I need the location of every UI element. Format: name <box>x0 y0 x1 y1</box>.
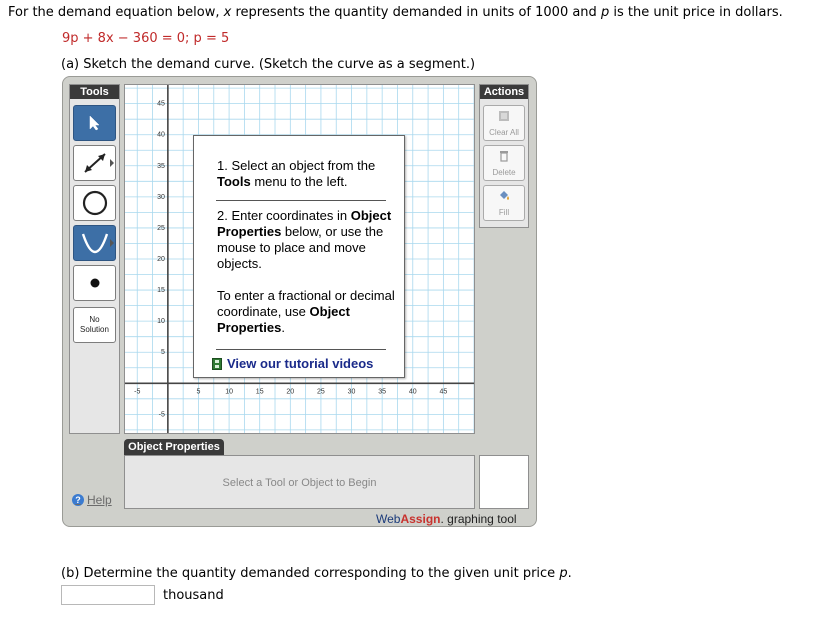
instructions-panel <box>193 135 405 378</box>
y-tick-label: 10 <box>157 318 165 326</box>
y-tick-label: 15 <box>157 287 165 295</box>
step3-text-b: . <box>281 320 285 335</box>
pointer-tool-button[interactable] <box>73 105 116 141</box>
tool-submenu-arrow[interactable] <box>110 159 114 167</box>
y-tick-label: -5 <box>158 411 165 419</box>
tutorial-link-label[interactable]: View our tutorial videos <box>227 356 374 371</box>
y-tick-label: 20 <box>157 256 165 263</box>
var-p: p <box>600 5 610 20</box>
brand-web: Web <box>376 512 401 526</box>
intro-text-b: represents the quantity demanded in units of 1000 and <box>231 5 601 20</box>
y-tick-label: 25 <box>157 224 165 232</box>
object-properties-header: Object Properties <box>124 439 224 455</box>
circle-icon <box>81 189 109 217</box>
help-icon: ? <box>72 494 84 506</box>
parabola-tool-button[interactable] <box>73 225 116 261</box>
actions-panel <box>479 84 529 228</box>
tutorial-videos-link[interactable] <box>212 356 373 372</box>
object-properties-panel[interactable] <box>124 455 475 509</box>
no-solution-line1: No <box>89 315 100 324</box>
x-tick-label: 35 <box>378 388 387 396</box>
x-tick-label: -5 <box>134 388 141 396</box>
step2-text-b: below, or use the mouse to place and move objects. <box>217 224 384 271</box>
part-b-var: p <box>559 566 568 581</box>
actions-header: Actions <box>480 85 528 99</box>
x-tick-label: 45 <box>439 388 448 396</box>
delete-label: Delete <box>492 168 516 177</box>
fill-label: Fill <box>498 208 510 217</box>
tools-panel <box>69 84 120 434</box>
line-tool-button[interactable] <box>73 145 116 181</box>
color-swatch-panel[interactable] <box>479 455 529 509</box>
step1-text-b: menu to the left. <box>250 174 348 189</box>
part-b-text: (b) Determine the quantity demanded corresponding to the given unit price <box>61 566 560 581</box>
no-solution-button[interactable] <box>73 307 116 343</box>
x-tick-label: 40 <box>408 388 417 396</box>
quantity-answer-input[interactable] <box>61 585 155 605</box>
divider <box>216 200 386 201</box>
film-icon <box>212 358 222 370</box>
x-tick-label: 25 <box>317 388 325 396</box>
y-tick-label: 5 <box>160 349 165 357</box>
object-properties-hint: Select a Tool or Object to Begin <box>222 477 377 489</box>
trash-icon <box>499 150 509 162</box>
no-solution-line2: Solution <box>80 325 109 334</box>
x-tick-label: 20 <box>286 388 295 396</box>
instruction-step-3 <box>217 288 397 336</box>
y-tick-label: 45 <box>157 100 165 108</box>
intro-text-a: For the demand equation below, <box>8 5 224 20</box>
fill-button[interactable] <box>483 185 525 221</box>
clear-all-button[interactable] <box>483 105 525 141</box>
webassign-brand <box>376 512 517 526</box>
help-label[interactable]: Help <box>87 493 112 507</box>
intro-text-c: is the unit price in dollars. <box>609 5 783 20</box>
tool-submenu-arrow[interactable] <box>110 239 114 247</box>
step2-text-a: 2. Enter coordinates in <box>217 208 351 223</box>
line-segment-icon <box>81 150 109 176</box>
step1-text-a: 1. Select an object from the <box>217 158 376 173</box>
equation: 9p + 8x − 360 = 0; p = 5 <box>62 31 230 46</box>
x-tick-label: 15 <box>255 388 264 396</box>
x-tick-label: 5 <box>196 388 201 396</box>
answer-unit: thousand <box>163 588 224 603</box>
delete-button[interactable] <box>483 145 525 181</box>
point-icon <box>89 277 101 289</box>
var-x: x <box>223 5 232 20</box>
instruction-step-1 <box>217 158 397 190</box>
brand-rest: . graphing tool <box>440 512 517 526</box>
step2-bold: Object Properties <box>217 208 392 239</box>
part-b-prompt <box>61 566 572 581</box>
y-tick-label: 40 <box>157 131 165 139</box>
tools-header: Tools <box>70 85 119 99</box>
part-b-suffix: . <box>567 566 572 581</box>
paint-bucket-icon <box>497 190 511 202</box>
brand-assign: Assign <box>400 512 441 526</box>
question-intro <box>8 5 783 20</box>
help-link[interactable] <box>72 493 112 507</box>
circle-tool-button[interactable] <box>73 185 116 221</box>
step3-bold: Object Properties <box>217 304 350 335</box>
divider <box>216 349 386 350</box>
x-tick-label: 10 <box>225 388 233 396</box>
y-tick-label: 30 <box>157 193 165 201</box>
point-tool-button[interactable] <box>73 265 116 301</box>
instruction-step-2 <box>217 208 397 272</box>
pointer-arrow-icon <box>88 115 102 131</box>
y-tick-label: 35 <box>157 162 165 170</box>
clear-all-label: Clear All <box>489 128 519 137</box>
part-a-prompt: (a) Sketch the demand curve. (Sketch the curve as a segment.) <box>61 57 476 72</box>
clear-grid-icon <box>498 110 510 122</box>
step3-text-a: To enter a fractional or decimal coordinate, use <box>217 288 395 319</box>
parabola-icon <box>80 230 110 256</box>
step1-bold: Tools <box>217 174 251 189</box>
x-tick-label: 30 <box>347 388 356 396</box>
